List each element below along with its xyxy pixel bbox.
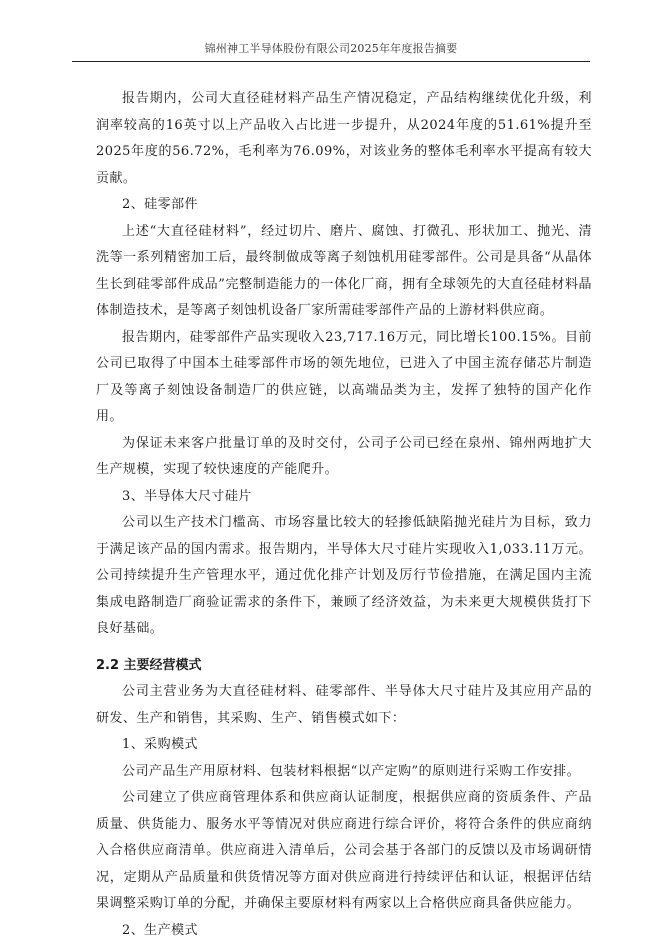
paragraph-procurement-principle: 公司产品生产用原材料、包装材料根据“以产定购”的原则进行采购工作安排。 <box>96 759 592 786</box>
page-header: 锦州神工半导体股份有限公司2025年年度报告摘要 <box>72 42 590 56</box>
paragraph-capacity-expansion: 为保证未来客户批量订单的及时交付，公司子公司已经在泉州、锦州两地扩大生产规模，实现了较快速度的产能爬升。 <box>96 431 592 484</box>
subheading-production: 2、生产模式 <box>96 918 592 944</box>
document-body <box>96 86 592 944</box>
subheading-procurement: 1、采购模式 <box>96 732 592 759</box>
section-heading-business-model: 2.2 主要经营模式 <box>96 653 592 680</box>
paragraph-supplier-management: 公司建立了供应商管理体系和供应商认证制度，根据供应商的资质条件、产品质量、供货能力、服务水平等情况对供应商进行综合评价，将符合条件的供应商纳入合格供应商清单。供应商进入清单后，公司会基于各部门的反馈以及市场调研情况，定期从产品质量和供货情况等方面对供应商进行持续评估和认证，根据评估结果调整采购订单的分配，并确保主要原材料有两家以上合格供应商具备供应能力。 <box>96 785 592 918</box>
subheading-wafers: 3、半导体大尺寸硅片 <box>96 484 592 511</box>
paragraph-wafers: 公司以生产技术门槛高、市场容量比较大的轻掺低缺陷抛光硅片为目标，致力于满足该产品的国内需求。报告期内，半导体大尺寸硅片实现收入1,033.11万元。公司持续提升生产管理水平，通过优化排产计划及厉行节俭措施，在满足国内主流集成电路制造厂商验证需求的条件下，兼顾了经济效益，为未来更大规模供货打下良好基础。 <box>96 510 592 643</box>
paragraph-silicon-parts-intro: 上述“大直径硅材料”，经过切片、磨片、腐蚀、打微孔、形状加工、抛光、清洗等一系列精密加工后，最终制做成等离子刻蚀机用硅零部件。公司是具备“从晶体生长到硅零部件成品”完整制造能力的一体化厂商，拥有全球领先的大直径硅材料晶体制造技术，是等离子刻蚀机设备厂家所需硅零部件产品的上游材料供应商。 <box>96 219 592 325</box>
header-rule <box>72 61 590 62</box>
paragraph-large-diameter-summary: 报告期内，公司大直径硅材料产品生产情况稳定，产品结构继续优化升级，利润率较高的16英寸以上产品收入占比进一步提升，从2024年度的51.61%提升至2025年度的56.72%，毛利率为76.09%，对该业务的整体毛利率水平提高有较大贡献。 <box>96 86 592 192</box>
subheading-silicon-parts: 2、硅零部件 <box>96 192 592 219</box>
paragraph-silicon-parts-revenue: 报告期内，硅零部件产品实现收入23,717.16万元，同比增长100.15%。目前公司已取得了中国本土硅零部件市场的领先地位，已进入了中国主流存储芯片制造厂及等离子刻蚀设备制造厂的供应链，以高端品类为主，发挥了独特的国产化作用。 <box>96 325 592 431</box>
paragraph-business-model-intro: 公司主营业务为大直径硅材料、硅零部件、半导体大尺寸硅片及其应用产品的研发、生产和销售，其采购、生产、销售模式如下： <box>96 679 592 732</box>
